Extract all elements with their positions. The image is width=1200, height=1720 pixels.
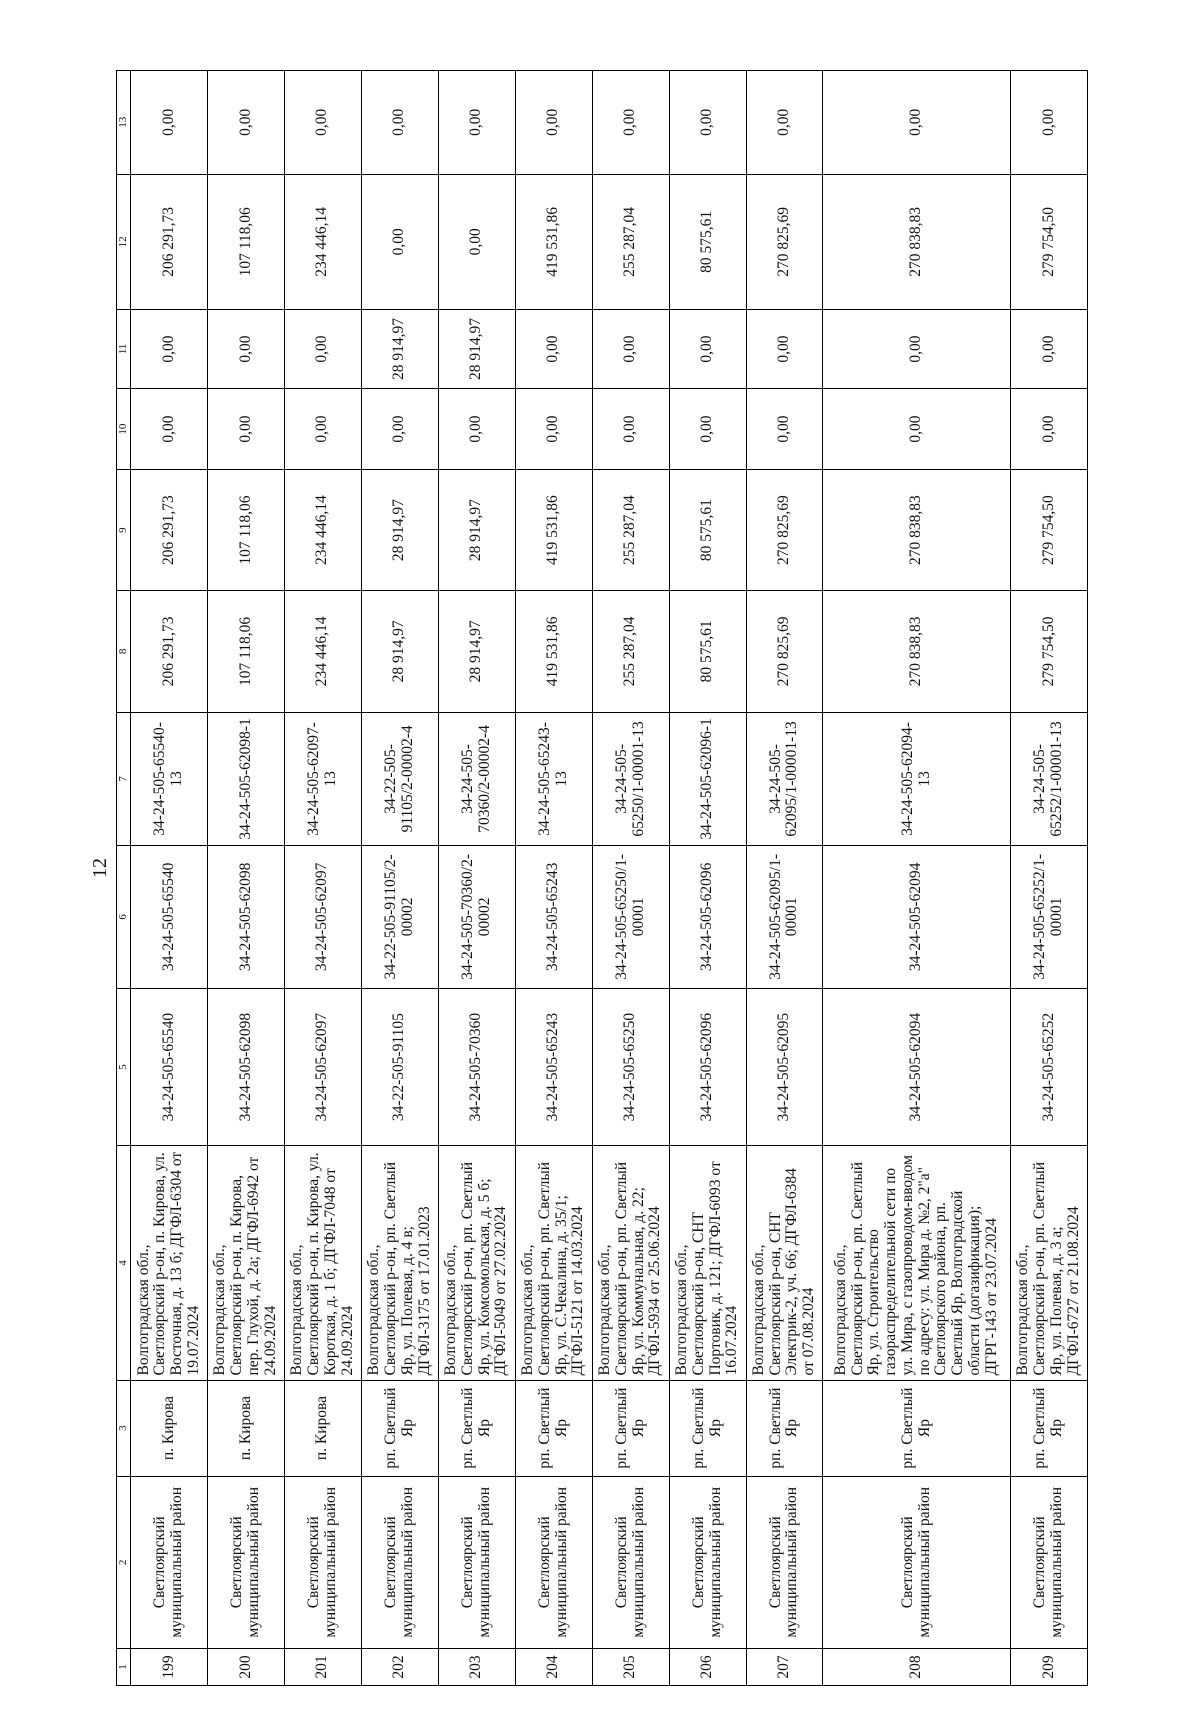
code-cell: 34-24-505-65252 bbox=[1010, 988, 1087, 1146]
subobject-code-cell: 34-24-505-65250/1-00001-13 bbox=[592, 712, 669, 845]
column-header-12: 12 bbox=[117, 174, 131, 310]
page-number: 12 bbox=[89, 858, 111, 878]
amount-cell: 0,00 bbox=[746, 71, 823, 175]
amount-cell: 80 575,61 bbox=[669, 470, 746, 591]
settlement-cell: рп. Светлый Яр bbox=[746, 1380, 823, 1476]
amount-cell: 255 287,04 bbox=[592, 174, 669, 310]
row-number: 209 bbox=[1010, 1649, 1087, 1686]
subobject-code-cell: 34-24-505-62095/1-00001-13 bbox=[746, 712, 823, 845]
amount-cell: 0,00 bbox=[823, 310, 1010, 389]
amount-cell: 0,00 bbox=[515, 310, 592, 389]
settlement-cell: п. Кирова bbox=[207, 1380, 284, 1476]
code-cell: 34-24-505-62096 bbox=[669, 988, 746, 1146]
amount-cell: 0,00 bbox=[207, 388, 284, 469]
amount-cell: 279 754,50 bbox=[1010, 470, 1087, 591]
district-cell: Светлоярский муниципальный район bbox=[284, 1476, 361, 1648]
address-cell: Волгоградская обл., Светлоярский р-он, рп. Светлый Яр, ул. Строительство газораспределительной сети по ул. Мира, с газопроводом-вводом по адресу: ул. Мира д. №2, 2"а" Светлоярского района, рп. Светлый Яр, Волгоградской области (догазификация); ДГРГ-143 от 23.07.2024 bbox=[823, 1146, 1010, 1380]
amount-cell: 0,00 bbox=[823, 388, 1010, 469]
table-row bbox=[669, 71, 746, 1686]
row-number: 199 bbox=[131, 1649, 208, 1686]
amount-cell: 255 287,04 bbox=[592, 470, 669, 591]
row-number: 200 bbox=[207, 1649, 284, 1686]
district-cell: Светлоярский муниципальный район bbox=[207, 1476, 284, 1648]
amount-cell: 0,00 bbox=[284, 388, 361, 469]
column-header-5: 5 bbox=[117, 988, 131, 1146]
code-cell: 34-22-505-91105 bbox=[361, 988, 438, 1146]
table-row bbox=[131, 71, 208, 1686]
amount-cell: 0,00 bbox=[438, 174, 515, 310]
code-cell: 34-24-505-65250 bbox=[592, 988, 669, 1146]
address-cell: Волгоградская обл., Светлоярский р-он, СНТ Электрик-2, уч. 66; ДГФЛ-6384 от 07.08.2024 bbox=[746, 1146, 823, 1380]
address-cell: Волгоградская обл., Светлоярский р-он, рп. Светлый Яр, ул. Комсомольская, д. 5 б; ДГФЛ-5049 от 27.02.2024 bbox=[438, 1146, 515, 1380]
amount-cell: 28 914,97 bbox=[361, 310, 438, 389]
table-row bbox=[515, 71, 592, 1686]
address-cell: Волгоградская обл., Светлоярский р-он, рп. Светлый Яр, ул. Полевая, д. 4 в; ДГФЛ-3175 от 17.01.2023 bbox=[361, 1146, 438, 1380]
amount-cell: 107 118,06 bbox=[207, 590, 284, 712]
subobject-code-cell: 34-24-505-62094-13 bbox=[823, 712, 1010, 845]
row-number: 203 bbox=[438, 1649, 515, 1686]
address-cell: Волгоградская обл., Светлоярский р-он, рп. Светлый Яр, ул. Полевая, д. 3 а; ДГФЛ-6727 от 21.08.2024 bbox=[1010, 1146, 1087, 1380]
row-number: 202 bbox=[361, 1649, 438, 1686]
amount-cell: 0,00 bbox=[361, 388, 438, 469]
subobject-code-cell: 34-24-505-62096-1 bbox=[669, 712, 746, 845]
district-cell: Светлоярский муниципальный район bbox=[131, 1476, 208, 1648]
column-header-10: 10 bbox=[117, 388, 131, 469]
address-cell: Волгоградская обл., Светлоярский р-он, п. Кирова, пер. Глухой, д. 2а; ДГФЛ-6942 от 24.09.2024 bbox=[207, 1146, 284, 1380]
amount-cell: 419 531,86 bbox=[515, 470, 592, 591]
amount-cell: 28 914,97 bbox=[438, 470, 515, 591]
row-number: 208 bbox=[823, 1649, 1010, 1686]
code-cell: 34-24-505-70360 bbox=[438, 988, 515, 1146]
row-number: 206 bbox=[669, 1649, 746, 1686]
district-cell: Светлоярский муниципальный район bbox=[592, 1476, 669, 1648]
amount-cell: 279 754,50 bbox=[1010, 590, 1087, 712]
subobject-code-cell: 34-24-505-62097-13 bbox=[284, 712, 361, 845]
district-cell: Светлоярский муниципальный район bbox=[438, 1476, 515, 1648]
amount-cell: 0,00 bbox=[746, 388, 823, 469]
table-body bbox=[131, 71, 1088, 1686]
amount-cell: 0,00 bbox=[284, 310, 361, 389]
table-row bbox=[361, 71, 438, 1686]
subobject-code-cell: 34-24-505-65540-13 bbox=[131, 712, 208, 845]
object-code-cell: 34-24-505-65243 bbox=[515, 845, 592, 988]
district-cell: Светлоярский муниципальный район bbox=[1010, 1476, 1087, 1648]
amount-cell: 270 838,83 bbox=[823, 590, 1010, 712]
amount-cell: 234 446,14 bbox=[284, 174, 361, 310]
amount-cell: 234 446,14 bbox=[284, 470, 361, 591]
amount-cell: 28 914,97 bbox=[361, 470, 438, 591]
amount-cell: 206 291,73 bbox=[131, 470, 208, 591]
amount-cell: 0,00 bbox=[1010, 310, 1087, 389]
column-header-3: 3 bbox=[117, 1380, 131, 1476]
address-cell: Волгоградская обл., Светлоярский р-он, рп. Светлый Яр, ул. Коммунальная, д. 22; ДГФЛ-5934 от 25.06.2024 bbox=[592, 1146, 669, 1380]
column-header-2: 2 bbox=[117, 1476, 131, 1648]
amount-cell: 0,00 bbox=[823, 71, 1010, 175]
amount-cell: 80 575,61 bbox=[669, 590, 746, 712]
amount-cell: 0,00 bbox=[515, 388, 592, 469]
district-cell: Светлоярский муниципальный район bbox=[361, 1476, 438, 1648]
amount-cell: 0,00 bbox=[207, 310, 284, 389]
settlement-cell: п. Кирова bbox=[284, 1380, 361, 1476]
code-cell: 34-24-505-65540 bbox=[131, 988, 208, 1146]
amount-cell: 0,00 bbox=[669, 310, 746, 389]
object-code-cell: 34-24-505-65540 bbox=[131, 845, 208, 988]
settlement-cell: рп. Светлый Яр bbox=[669, 1380, 746, 1476]
row-number: 205 bbox=[592, 1649, 669, 1686]
amount-cell: 0,00 bbox=[1010, 71, 1087, 175]
code-cell: 34-24-505-65243 bbox=[515, 988, 592, 1146]
object-code-cell: 34-24-505-65252/1-00001 bbox=[1010, 845, 1087, 988]
amount-cell: 270 825,69 bbox=[746, 174, 823, 310]
amount-cell: 270 825,69 bbox=[746, 470, 823, 591]
row-number: 207 bbox=[746, 1649, 823, 1686]
table-container bbox=[116, 70, 1088, 1686]
table-row bbox=[746, 71, 823, 1686]
column-header-4: 4 bbox=[117, 1146, 131, 1380]
amount-cell: 80 575,61 bbox=[669, 174, 746, 310]
amount-cell: 0,00 bbox=[1010, 388, 1087, 469]
amount-cell: 0,00 bbox=[592, 71, 669, 175]
address-cell: Волгоградская обл., Светлоярский р-он, рп. Светлый Яр, ул. С.Чекалина, д. 35/1; ДГФЛ-5121 от 14.03.2024 bbox=[515, 1146, 592, 1380]
amount-cell: 0,00 bbox=[592, 388, 669, 469]
amount-cell: 279 754,50 bbox=[1010, 174, 1087, 310]
table-row bbox=[1010, 71, 1087, 1686]
amount-cell: 28 914,97 bbox=[438, 590, 515, 712]
amount-cell: 255 287,04 bbox=[592, 590, 669, 712]
subobject-code-cell: 34-22-505-91105/2-00002-4 bbox=[361, 712, 438, 845]
code-cell: 34-24-505-62095 bbox=[746, 988, 823, 1146]
object-code-cell: 34-24-505-62094 bbox=[823, 845, 1010, 988]
amount-cell: 0,00 bbox=[284, 71, 361, 175]
amount-cell: 0,00 bbox=[669, 388, 746, 469]
amount-cell: 107 118,06 bbox=[207, 174, 284, 310]
amount-cell: 28 914,97 bbox=[438, 310, 515, 389]
column-header-1: 1 bbox=[117, 1649, 131, 1686]
amount-cell: 0,00 bbox=[131, 310, 208, 389]
table-row bbox=[284, 71, 361, 1686]
amount-cell: 107 118,06 bbox=[207, 470, 284, 591]
amount-cell: 270 838,83 bbox=[823, 174, 1010, 310]
district-cell: Светлоярский муниципальный район bbox=[823, 1476, 1010, 1648]
object-code-cell: 34-24-505-70360/2-00002 bbox=[438, 845, 515, 988]
row-number: 204 bbox=[515, 1649, 592, 1686]
table-row bbox=[438, 71, 515, 1686]
column-header-13: 13 bbox=[117, 71, 131, 175]
subobject-code-cell: 34-24-505-65252/1-00001-13 bbox=[1010, 712, 1087, 845]
data-table bbox=[116, 70, 1088, 1686]
subobject-code-cell: 34-24-505-65243-13 bbox=[515, 712, 592, 845]
object-code-cell: 34-24-505-62095/1-00001 bbox=[746, 845, 823, 988]
amount-cell: 0,00 bbox=[361, 71, 438, 175]
district-cell: Светлоярский муниципальный район bbox=[746, 1476, 823, 1648]
settlement-cell: рп. Светлый Яр bbox=[1010, 1380, 1087, 1476]
object-code-cell: 34-24-505-62096 bbox=[669, 845, 746, 988]
amount-cell: 0,00 bbox=[669, 71, 746, 175]
subobject-code-cell: 34-24-505-70360/2-00002-4 bbox=[438, 712, 515, 845]
object-code-cell: 34-24-505-62097 bbox=[284, 845, 361, 988]
settlement-cell: рп. Светлый Яр bbox=[823, 1380, 1010, 1476]
district-cell: Светлоярский муниципальный район bbox=[515, 1476, 592, 1648]
table-row bbox=[823, 71, 1010, 1686]
column-header-6: 6 bbox=[117, 845, 131, 988]
code-cell: 34-24-505-62094 bbox=[823, 988, 1010, 1146]
address-cell: Волгоградская обл., Светлоярский р-он, п. Кирова, ул. Восточная, д. 13 б; ДГФЛ-6304 от 19.07.2024 bbox=[131, 1146, 208, 1380]
amount-cell: 206 291,73 bbox=[131, 590, 208, 712]
amount-cell: 0,00 bbox=[131, 71, 208, 175]
amount-cell: 0,00 bbox=[131, 388, 208, 469]
amount-cell: 419 531,86 bbox=[515, 590, 592, 712]
amount-cell: 0,00 bbox=[438, 71, 515, 175]
amount-cell: 28 914,97 bbox=[361, 590, 438, 712]
amount-cell: 0,00 bbox=[592, 310, 669, 389]
amount-cell: 270 825,69 bbox=[746, 590, 823, 712]
amount-cell: 0,00 bbox=[438, 388, 515, 469]
amount-cell: 0,00 bbox=[515, 71, 592, 175]
settlement-cell: рп. Светлый Яр bbox=[361, 1380, 438, 1476]
row-number: 201 bbox=[284, 1649, 361, 1686]
code-cell: 34-24-505-62097 bbox=[284, 988, 361, 1146]
amount-cell: 0,00 bbox=[207, 71, 284, 175]
district-cell: Светлоярский муниципальный район bbox=[669, 1476, 746, 1648]
amount-cell: 419 531,86 bbox=[515, 174, 592, 310]
amount-cell: 270 838,83 bbox=[823, 470, 1010, 591]
subobject-code-cell: 34-24-505-62098-1 bbox=[207, 712, 284, 845]
amount-cell: 0,00 bbox=[746, 310, 823, 389]
object-code-cell: 34-22-505-91105/2-00002 bbox=[361, 845, 438, 988]
column-header-11: 11 bbox=[117, 310, 131, 389]
settlement-cell: п. Кирова bbox=[131, 1380, 208, 1476]
address-cell: Волгоградская обл., Светлоярский р-он, п. Кирова, ул. Короткая, д. 1 б; ДГФЛ-7048 от 24.09.2024 bbox=[284, 1146, 361, 1380]
column-header-7: 7 bbox=[117, 712, 131, 845]
code-cell: 34-24-505-62098 bbox=[207, 988, 284, 1146]
header-row bbox=[117, 71, 131, 1686]
column-header-8: 8 bbox=[117, 590, 131, 712]
amount-cell: 234 446,14 bbox=[284, 590, 361, 712]
column-header-9: 9 bbox=[117, 470, 131, 591]
table-row bbox=[207, 71, 284, 1686]
settlement-cell: рп. Светлый Яр bbox=[592, 1380, 669, 1476]
settlement-cell: рп. Светлый Яр bbox=[515, 1380, 592, 1476]
amount-cell: 0,00 bbox=[361, 174, 438, 310]
object-code-cell: 34-24-505-65250/1-00001 bbox=[592, 845, 669, 988]
object-code-cell: 34-24-505-62098 bbox=[207, 845, 284, 988]
address-cell: Волгоградская обл., Светлоярский р-он, СНТ Портовик, д. 121; ДГФЛ-6093 от 16.07.2024 bbox=[669, 1146, 746, 1380]
table-row bbox=[592, 71, 669, 1686]
amount-cell: 206 291,73 bbox=[131, 174, 208, 310]
settlement-cell: рп. Светлый Яр bbox=[438, 1380, 515, 1476]
